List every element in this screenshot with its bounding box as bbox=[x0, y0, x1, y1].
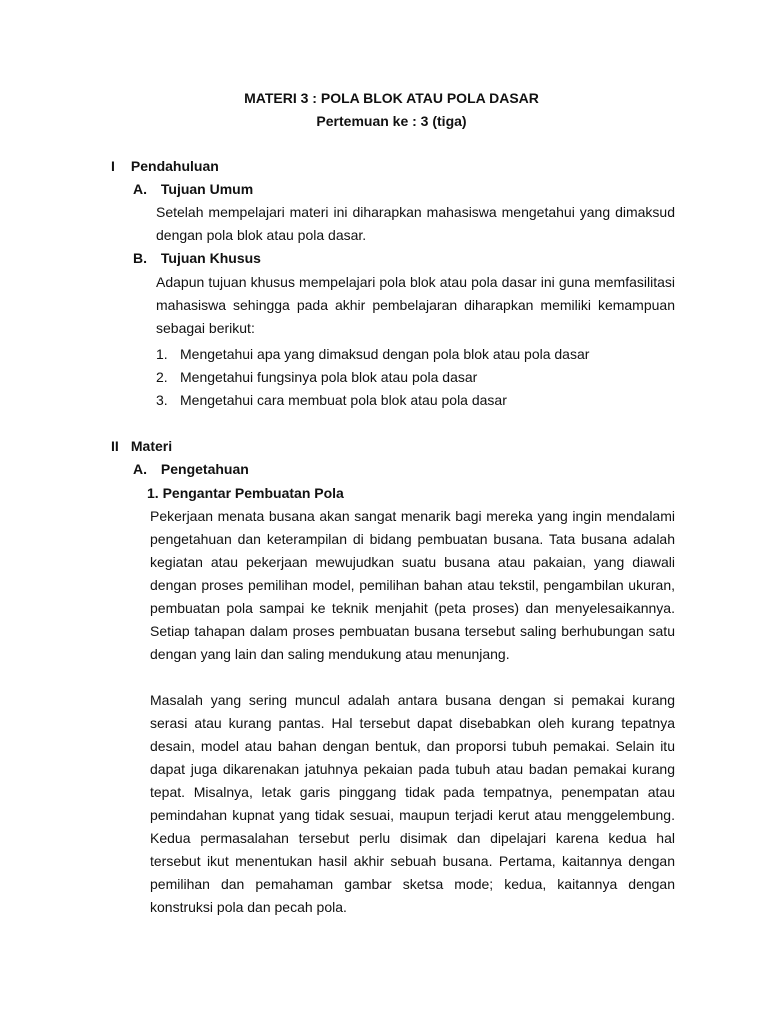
intro-paragraph-1: Pekerjaan menata busana akan sangat menarik bagi mereka yang ingin mendalami pengetahuan dan keterampilan di bidang pembuatan busana. Tata busana adalah kegiatan atau pekerjaan mewujudkan suatu busana atau pakaian, yang diawali dengan proses pemilihan model, pemilihan bahan atau tekstil, pengambilan ukuran, pembuatan pola sampai ke teknik menjahit (peta proses) dan menyelesaikannya. Setiap tahapan dalam proses pembuatan busana tersebut saling berhubungan satu dengan yang lain dan saling mendukung atau menunjang. bbox=[150, 508, 675, 662]
list-item bbox=[156, 366, 589, 389]
section-1-heading bbox=[111, 156, 219, 176]
intro-paragraph-2: Masalah yang sering muncul adalah antara busana dengan si pemakai kurang serasi atau kurang pantas. Hal tersebut dapat disebabkan oleh kurang tepatnya desain, model atau bahan dengan bentuk, dan proporsi tubuh pemakai. Selain itu dapat juga dikarenakan jatuhnya pekaian pada tubuh atau badan pemakai kurang tepat. Misalnya, letak garis pinggang tidak pada tempatnya, penempatan atau pemindahan kupnat yang tidak sesuai, maupun terjadi kerut atau menggelembung. Kedua permasalahan tersebut perlu disimak dan dipelajari karena kedua hal tersebut ikut menentukan hasil akhir sebuah busana. Pertama, kaitannya dengan pemilihan dan pemahaman gambar sketsa mode; kedua, kaitannya dengan konstruksi pola dan pecah pola. bbox=[150, 692, 675, 915]
subsection-1a-title: Tujuan Umum bbox=[160, 181, 254, 197]
objectives-list bbox=[156, 343, 589, 412]
subsection-1b-title: Tujuan Khusus bbox=[160, 250, 261, 266]
document-title: MATERI 3 : POLA BLOK ATAU POLA DASAR bbox=[244, 90, 539, 106]
list-item-text: Mengetahui apa yang dimaksud dengan pola blok atau pola dasar bbox=[180, 346, 590, 362]
subsection-2a-letter: A. bbox=[133, 461, 147, 477]
list-item bbox=[156, 343, 589, 366]
list-item-text: Mengetahui cara membuat pola blok atau pola dasar bbox=[180, 392, 507, 408]
list-item bbox=[156, 389, 589, 412]
list-item-number: 3. bbox=[156, 392, 168, 408]
section-2-number: II bbox=[111, 438, 119, 454]
subsection-1a-letter: A. bbox=[133, 181, 147, 197]
subsection-2a1-heading: 1. Pengantar Pembuatan Pola bbox=[147, 485, 344, 501]
subsection-1a-heading bbox=[133, 179, 253, 199]
list-item-text: Mengetahui fungsinya pola blok atau pola dasar bbox=[180, 369, 478, 385]
section-1-number: I bbox=[111, 158, 115, 174]
tujuan-khusus-paragraph: Adapun tujuan khusus mempelajari pola blok atau pola dasar ini guna memfasilitasi mahasiswa sehingga pada akhir pembelajaran diharapkan memiliki kemampuan sebagai berikut: bbox=[156, 274, 675, 336]
list-item-number: 2. bbox=[156, 369, 168, 385]
subsection-1b-heading bbox=[133, 248, 261, 268]
subsection-1b-letter: B. bbox=[133, 250, 147, 266]
subsection-2a-heading bbox=[133, 459, 249, 479]
subsection-2a-title: Pengetahuan bbox=[160, 461, 249, 477]
tujuan-umum-paragraph: Setelah mempelajari materi ini diharapkan mahasiswa mengetahui yang dimaksud dengan pola blok atau pola dasar. bbox=[156, 204, 675, 243]
section-2-title: Materi bbox=[130, 438, 173, 454]
section-2-heading bbox=[111, 436, 172, 456]
section-1-title: Pendahuluan bbox=[130, 158, 219, 174]
list-item-number: 1. bbox=[156, 346, 168, 362]
document-subtitle: Pertemuan ke : 3 (tiga) bbox=[316, 113, 467, 129]
